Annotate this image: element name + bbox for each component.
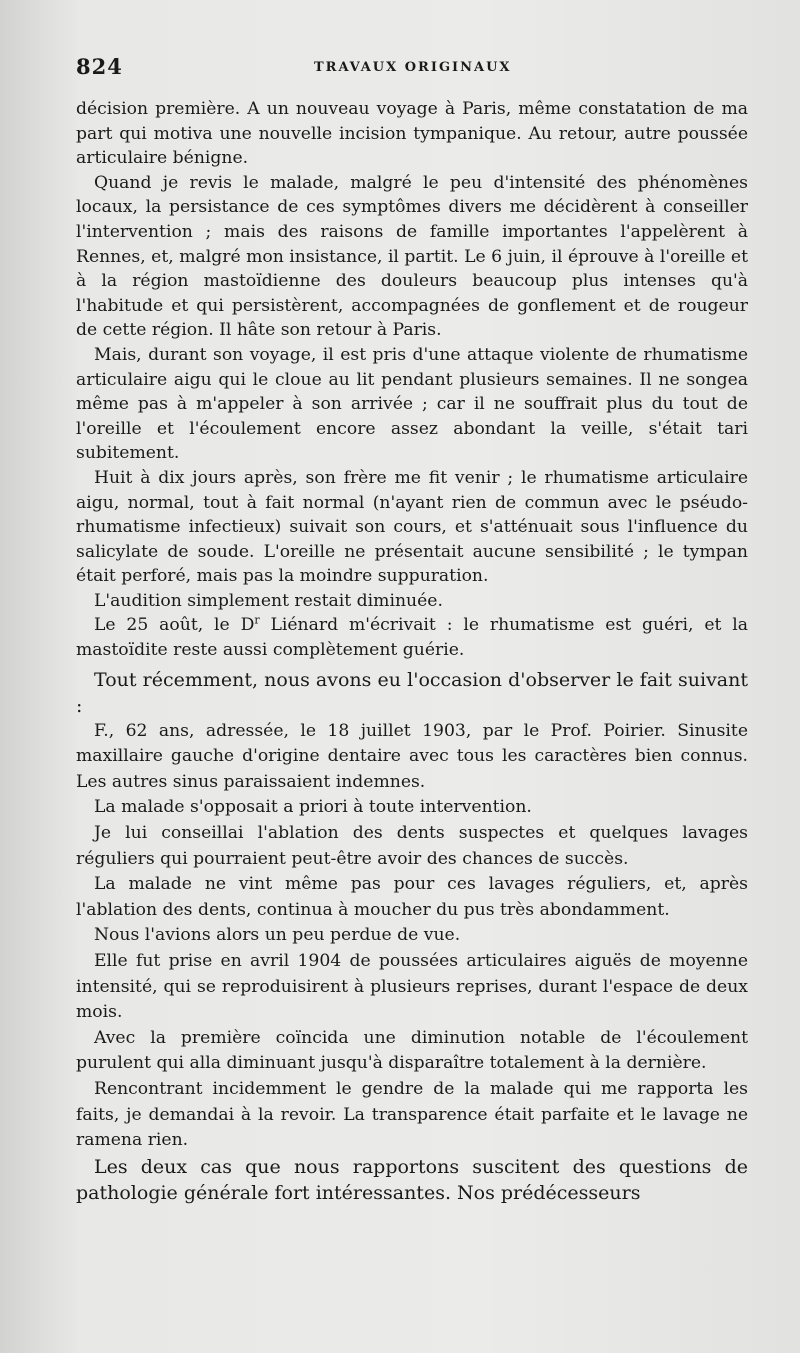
paragraph [76,613,748,662]
paragraph: Nous l'avions alors un peu perdue de vue. [94,925,461,946]
paragraph-text: Liénard m'écrivait : le rhumatisme est guéri, et la mastoïdite reste aussi complètement guérie. [76,615,748,661]
page-header [76,54,760,82]
paragraph: décision première. A un nouveau voyage à Paris, même constatation de ma part qui motiva une nouvelle incision tympanique. Au retour, autre poussée articulaire bénigne. [76,99,748,169]
paragraph: La malade ne vint même pas pour ces lavages réguliers, et, après l'ablation des dents, continua à moucher du pus très abondamment. [76,874,748,920]
paragraph: L'audition simplement restait diminuée. [94,590,443,611]
paragraph-text: Le 25 août, le D [94,615,255,636]
running-head: TRAVAUX ORIGINAUX [314,60,512,75]
paragraph: Tout récemment, nous avons eu l'occasion d'observer le fait suivant : [76,668,748,717]
paragraph: Les deux cas que nous rapportons suscitent des questions de pathologie générale fort intéressantes. Nos prédécesseurs [76,1155,748,1204]
body-text [76,97,748,1206]
page-number: 824 [76,54,123,79]
observation-section [76,667,748,1206]
paragraph: F., 62 ans, adressée, le 18 juillet 1903, par le Prof. Poirier. Sinusite maxillaire gauche d'origine dentaire avec tous les caractères bien connus. Les autres sinus paraissaient indemnes. [76,720,748,792]
paragraph: La malade s'opposait a priori à toute intervention. [94,797,532,818]
paragraph: Je lui conseillai l'ablation des dents suspectes et quelques lavages réguliers qui pourraient peut-être avoir des chances de succès. [76,823,748,869]
paragraph: Mais, durant son voyage, il est pris d'une attaque violente de rhumatisme articulaire aigu qui le cloue au lit pendant plusieurs semaines. Il ne songea même pas à m'appeler à son arrivée ; car il ne souffrait plus du tout de l'oreille et l'écoulement encore assez abondant la veille, s'était tari subitement. [76,344,748,464]
paragraph: Rencontrant incidemment le gendre de la malade qui me rapporta les faits, je demandai à la revoir. La transparence était parfaite et le lavage ne ramena rien. [76,1078,748,1151]
paragraph: Quand je revis le malade, malgré le peu d'intensité des phénomènes locaux, la persistance de ces symptômes divers me décidèrent à conseiller l'intervention ; mais des raisons de famille importantes l'appelèrent à Rennes, et, malgré mon insistance, il partit. Le 6 juin, il éprouve à l'oreille et à la région mastoïdienne des douleurs beaucoup plus intenses qu'à l'habitude et qui persistèrent, accompagnées de gonflement et de rougeur de cette région. Il hâte son retour à Paris. [76,172,748,341]
paragraph: Huit à dix jours après, son frère me fit venir ; le rhumatisme articulaire aigu, normal, tout à fait normal (n'ayant rien de commun avec le pséudo-rhumatisme infectieux) suivait son cours, et s'atténuait sous l'influence du salicylate de soude. L'oreille ne présentait aucune sensibilité ; le tympan était perforé, mais pas la moindre suppuration. [76,467,748,587]
paragraph: Elle fut prise en avril 1904 de poussées articulaires aiguës de moyenne intensité, qui se reproduisirent à plusieurs reprises, durant l'espace de deux mois. [76,951,748,1023]
superscript: r [254,613,260,627]
paragraph: Avec la première coïncida une diminution notable de l'écoulement purulent qui alla diminuant jusqu'à disparaître totalement à la dernière. [76,1027,748,1074]
